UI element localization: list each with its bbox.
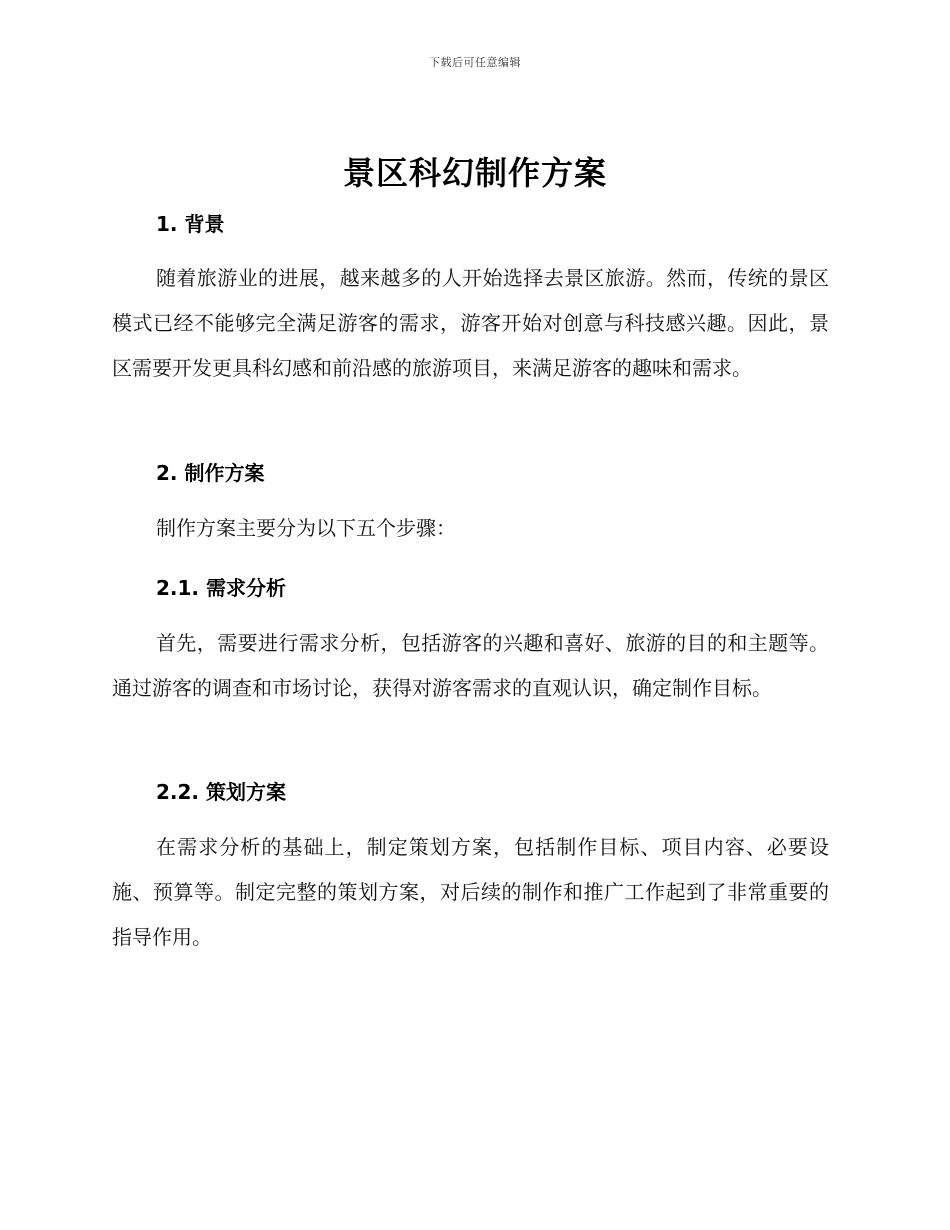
- section-heading-production-plan: 2. 制作方案: [156, 461, 265, 485]
- section-paragraph-production-plan: 制作方案主要分为以下五个步骤：: [156, 516, 456, 540]
- section-heading-needs-analysis: 2.1. 需求分析: [156, 576, 286, 600]
- section-paragraph-planning: 在需求分析的基础上，制定策划方案，包括制作目标、项目内容、必要设施、预算等。制定完整的策划方案，对后续的制作和推广工作起到了非常重要的指导作用。: [112, 835, 829, 949]
- document-title: 景区科幻制作方案: [342, 154, 607, 192]
- page-header-note: 下载后可任意编辑: [429, 56, 521, 69]
- section-paragraph-background: 随着旅游业的进展，越来越多的人开始选择去景区旅游。然而，传统的景区模式已经不能够完全满足游客的需求，游客开始对创意与科技感兴趣。因此，景区需要开发更具科幻感和前沿感的旅游项目，来满足游客的趣味和需求。: [112, 266, 829, 380]
- section-heading-planning: 2.2. 策划方案: [156, 780, 286, 804]
- section-paragraph-needs-analysis: 首先，需要进行需求分析，包括游客的兴趣和喜好、旅游的目的和主题等。通过游客的调查和市场讨论，获得对游客需求的直观认识，确定制作目标。: [112, 631, 829, 700]
- section-heading-background: 1. 背景: [156, 212, 225, 236]
